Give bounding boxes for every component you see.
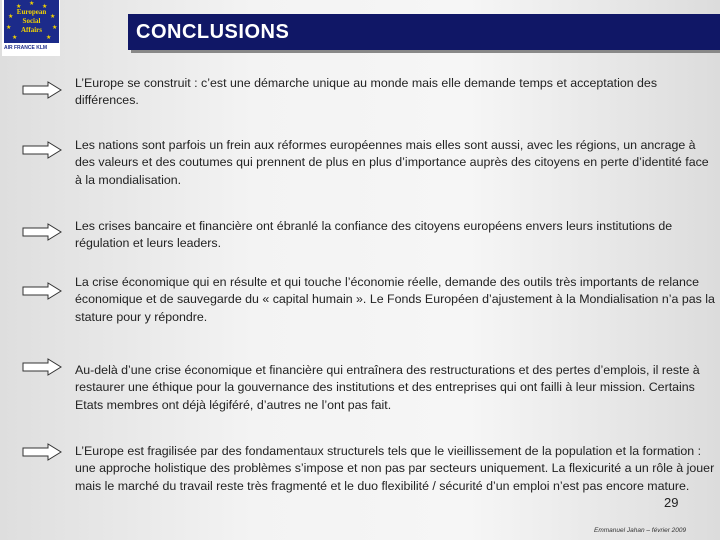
right-arrow-icon bbox=[22, 282, 62, 300]
logo-emblem: ★ ★ ★ ★ ★ ★ ★ ★ ★ European Social Affairs bbox=[6, 1, 58, 41]
paragraph-2: Les nations sont parfois un frein aux réformes européennes mais elles sont aussi, avec les régions, un ancrage à des valeurs et des coutumes qui prennent de plus en plus d’importance auprès des citoyens en perte d’identité face à la mondialisation. bbox=[75, 138, 709, 187]
logo-line-1: European bbox=[16, 8, 47, 16]
page-number: 29 bbox=[664, 495, 679, 510]
european-social-affairs-logo bbox=[2, 0, 60, 56]
right-arrow-icon bbox=[22, 81, 62, 99]
logo-line-2: Social bbox=[22, 17, 41, 25]
logo-line-3: Affairs bbox=[21, 26, 42, 34]
paragraph-3: Les crises bancaire et financière ont ébranlé la confiance des citoyens européens envers leurs institutions de régulation et leurs leaders. bbox=[75, 219, 673, 251]
paragraph-5: Au-delà d’une crise économique et financière qui entraînera des restructurations et des pertes d’emplois, il reste à restaurer une éthique pour la gouvernance des institutions et des entreprises qui ont failli à leur mission. Certains Etats membres ont déjà légiféré, d’autres ne l’ont pas fait. bbox=[75, 363, 700, 412]
right-arrow-icon bbox=[22, 443, 62, 461]
paragraph-6: L’Europe est fragilisée par des fondamentaux structurels tels que le vieillissement de la population et la formation : une approche holistique des problèmes s’impose et non pas par secteurs uniquement. La flexicurité a un rôle à jouer mais le marché du travail reste très fragmenté et le duo flexibilité / sécurité d’un emploi n’est pas encore mature. bbox=[75, 444, 715, 493]
right-arrow-icon bbox=[22, 141, 62, 159]
right-arrow-icon bbox=[22, 223, 62, 241]
paragraph-4: La crise économique qui en résulte et qui touche l’économie réelle, demande des outils très importants de relance économique et de sauvegarde du « capital humain ». Le Fonds Européen d’ajustement à la Mondialisation n’a pas la stature pour y répondre. bbox=[75, 275, 715, 324]
logo-sub-text: AIR FRANCE KLM bbox=[4, 45, 48, 51]
title-bar bbox=[128, 14, 720, 50]
logo-text bbox=[4, 8, 59, 35]
footer-author-date: Emmanuel Jahan – février 2009 bbox=[594, 527, 687, 534]
paragraph-1: L’Europe se construit : c’est une démarche unique au monde mais elle demande temps et acceptation des différences. bbox=[75, 76, 658, 108]
right-arrow-icon bbox=[22, 358, 62, 376]
slide-title: CONCLUSIONS bbox=[136, 21, 290, 43]
